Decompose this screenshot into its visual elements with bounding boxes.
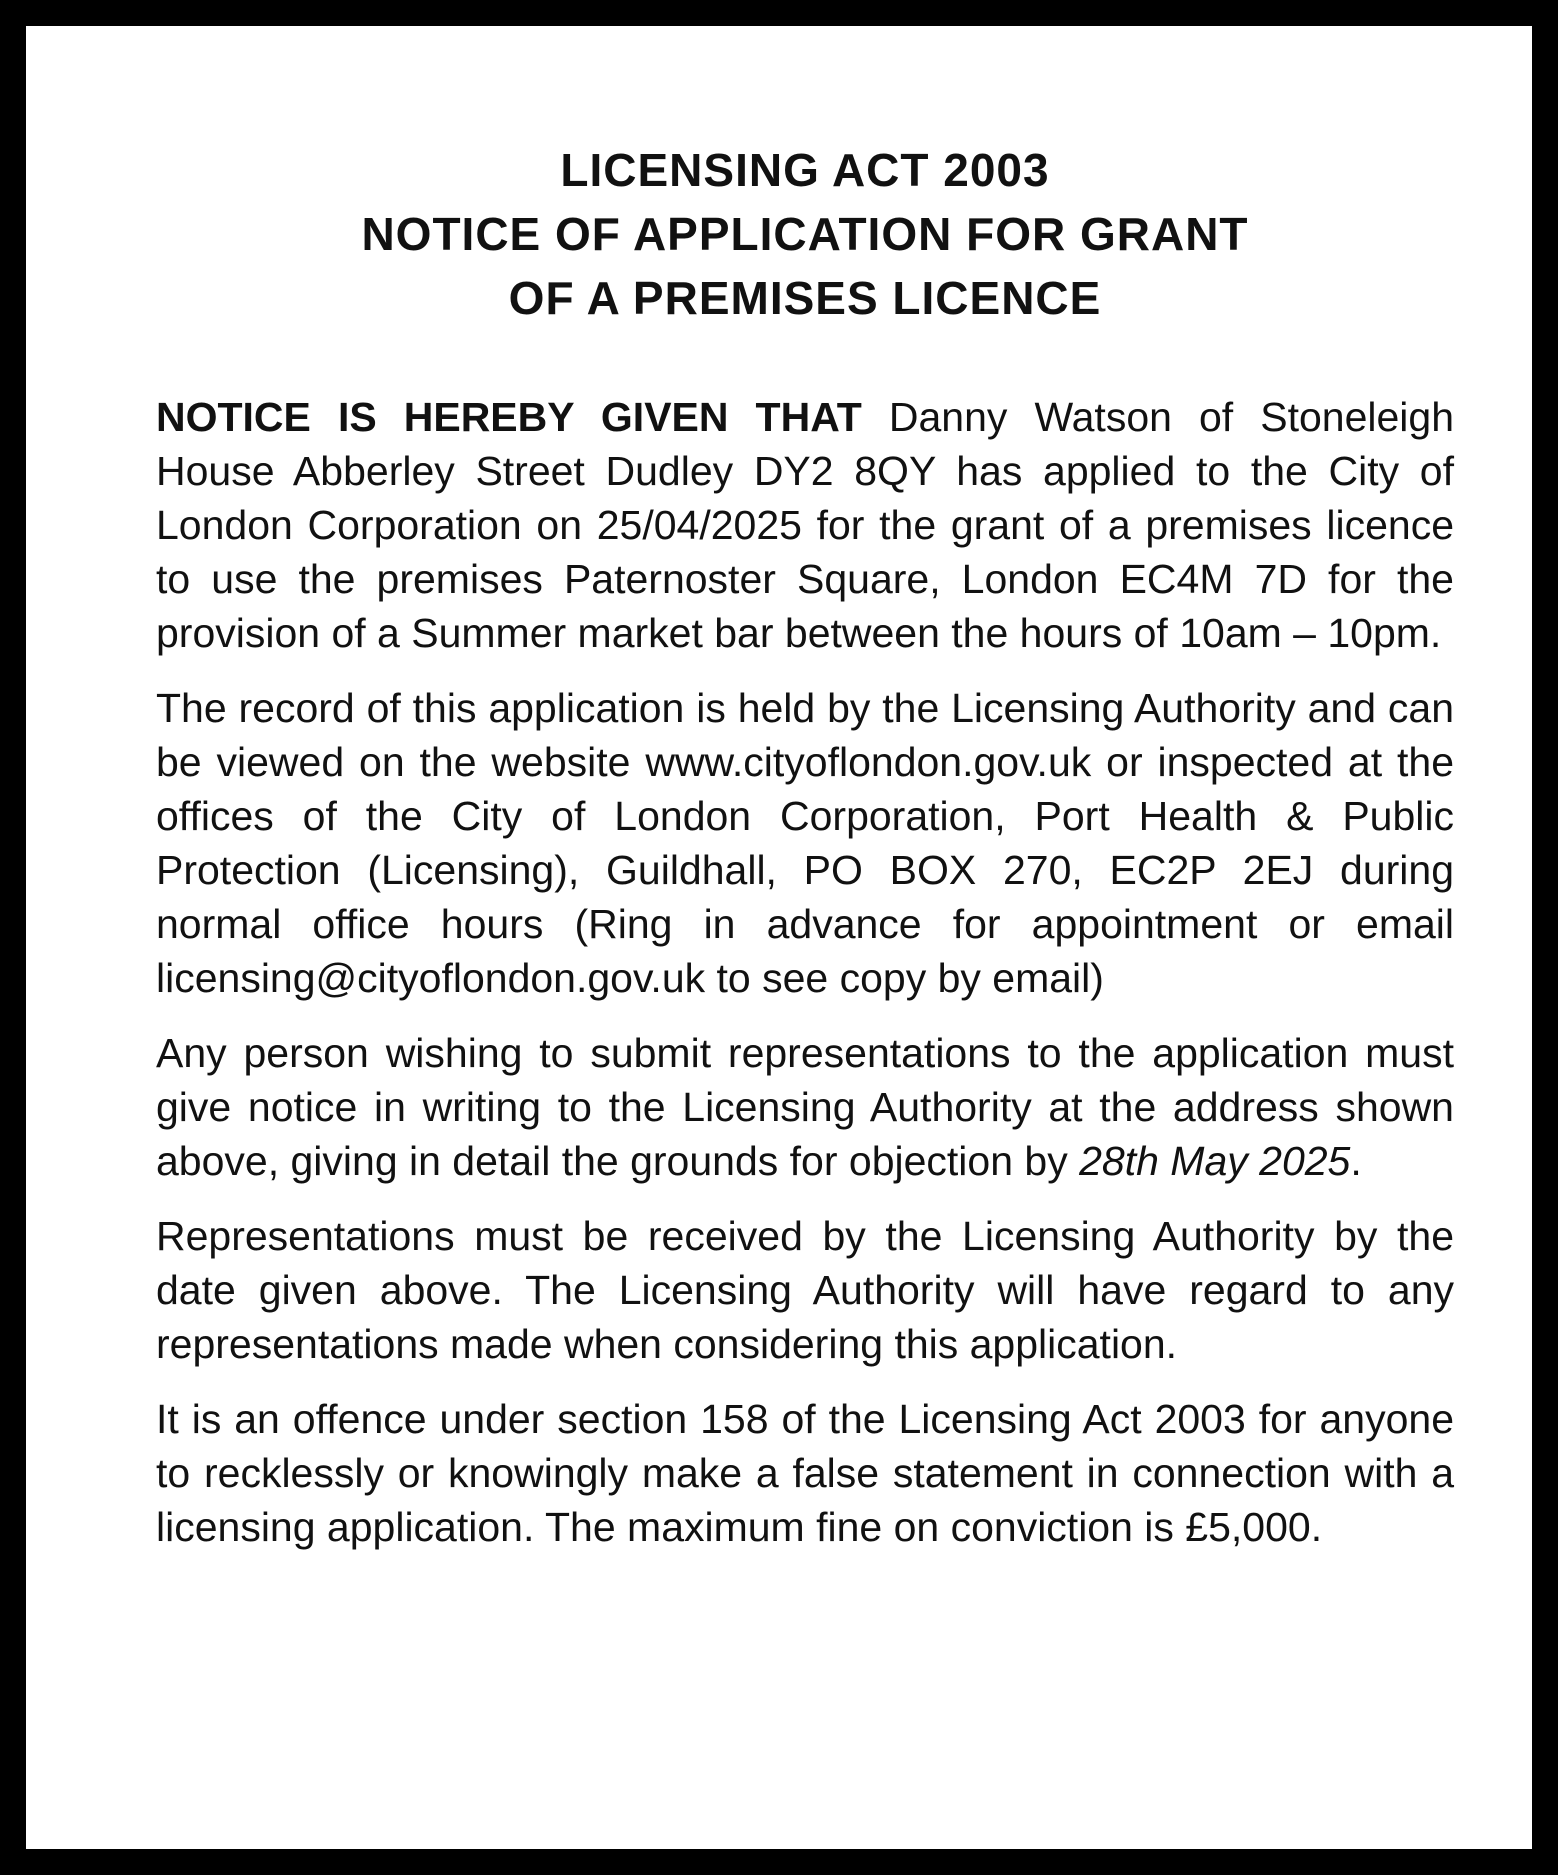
offence-warning: It is an offence under section 158 of the Licensing Act 2003 for anyone to recklessly or knowingly make a false statement in connection with a licensing application. The maximum fine on conviction is £5,000. [156, 1396, 1454, 1550]
heading-line-act: LICENSING ACT 2003 [560, 144, 1050, 196]
notice-content [156, 138, 1454, 1575]
record-details: The record of this application is held by the Licensing Authority and can be viewed on the website www.cityoflondon.gov.uk or inspected at the offices of the City of London Corporation, Port Health & Public Protection (Licensing), Guildhall, PO BOX 270, EC2P 2EJ during normal office hours (Ring in advance for appointment or email licensing@cityoflondon.gov.uk to see copy by email) [156, 685, 1454, 1001]
application-details: Danny Watson of Stoneleigh House Abberley Street Dudley DY2 8QY has applied to the City of London Corporation on 25/04/2025 for the grant of a premises licence to use the premises Paternoster Square, London EC4M 7D for the provision of a Summer market bar between the hours of 10am – 10pm. [156, 394, 1454, 656]
paragraph-record [156, 681, 1454, 1005]
paragraph-representations-notice [156, 1026, 1454, 1188]
paragraph-offence [156, 1392, 1454, 1554]
paragraph-application [156, 390, 1454, 660]
paragraph-representations-received [156, 1209, 1454, 1371]
representations-regard: Representations must be received by the Licensing Authority by the date given above. The Licensing Authority will have regard to any representations made when considering this application. [156, 1213, 1454, 1367]
deadline-period: . [1350, 1138, 1362, 1184]
representation-instructions: Any person wishing to submit representations to the application must give notice in writing to the Licensing Authority at the address shown above, giving in detail the grounds for objection by [156, 1030, 1454, 1184]
notice-heading [156, 138, 1454, 330]
heading-line-notice: NOTICE OF APPLICATION FOR GRANT [361, 208, 1249, 260]
notice-lead: NOTICE IS HEREBY GIVEN THAT [156, 394, 862, 440]
objection-deadline: 28th May 2025 [1079, 1138, 1351, 1184]
heading-line-licence: OF A PREMISES LICENCE [508, 272, 1102, 324]
